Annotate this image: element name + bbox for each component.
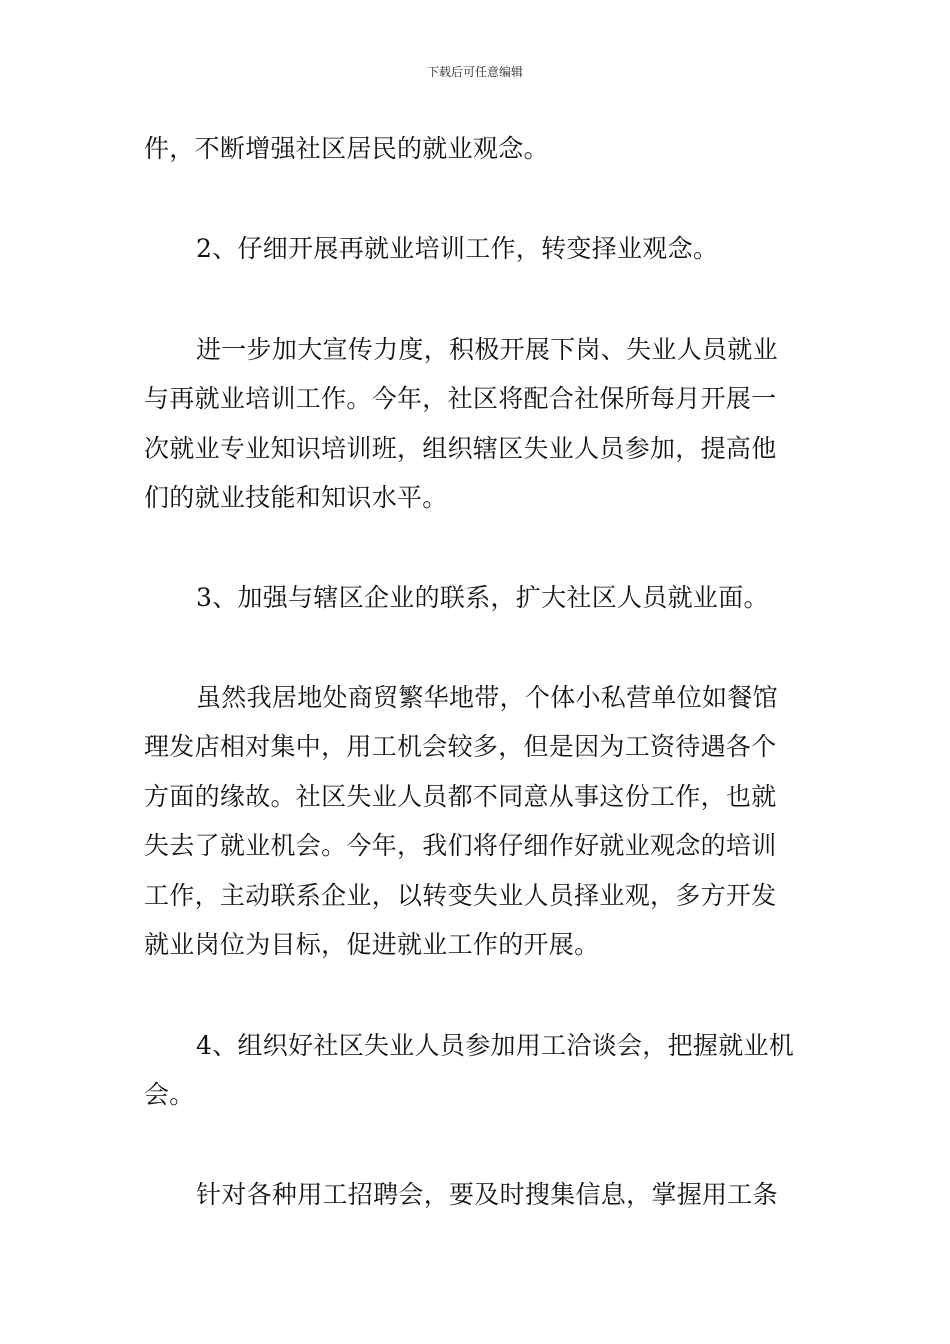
page-header: 下载后可任意编辑 xyxy=(426,65,523,79)
text-line: 件，不断增强社区居民的就业观念。 xyxy=(144,134,549,163)
text-line: 工作，主动联系企业，以转变失业人员择业观，多方开发 xyxy=(144,881,777,910)
text-line: 失去了就业机会。今年，我们将仔细作好就业观念的培训 xyxy=(144,831,777,860)
text-line: 进一步加大宣传力度，积极开展下岗、失业人员就业 xyxy=(196,335,778,364)
text-line: 方面的缘故。社区失业人员都不同意从事这份工作，也就 xyxy=(144,782,777,811)
text-line: 就业岗位为目标，促进就业工作的开展。 xyxy=(144,930,600,959)
text-line: 虽然我居地处商贸繁华地带，个体小私营单位如餐馆 xyxy=(196,683,778,712)
text-line: 针对各种用工招聘会，要及时搜集信息，掌握用工条 xyxy=(196,1180,778,1209)
text-line: 们的就业技能和知识水平。 xyxy=(144,483,448,512)
text-line: 与再就业培训工作。今年，社区将配合社保所每月开展一 xyxy=(144,384,777,413)
text-line: 3、加强与辖区企业的联系，扩大社区人员就业面。 xyxy=(196,583,769,612)
text-line: 理发店相对集中，用工机会较多，但是因为工资待遇各个 xyxy=(144,732,777,761)
text-line: 2、仔细开展再就业培训工作，转变择业观念。 xyxy=(196,234,719,263)
text-line: 4、组织好社区失业人员参加用工洽谈会，把握就业机 xyxy=(196,1031,795,1060)
text-line: 次就业专业知识培训班，组织辖区失业人员参加，提高他 xyxy=(144,434,777,463)
text-line: 会。 xyxy=(144,1080,195,1109)
